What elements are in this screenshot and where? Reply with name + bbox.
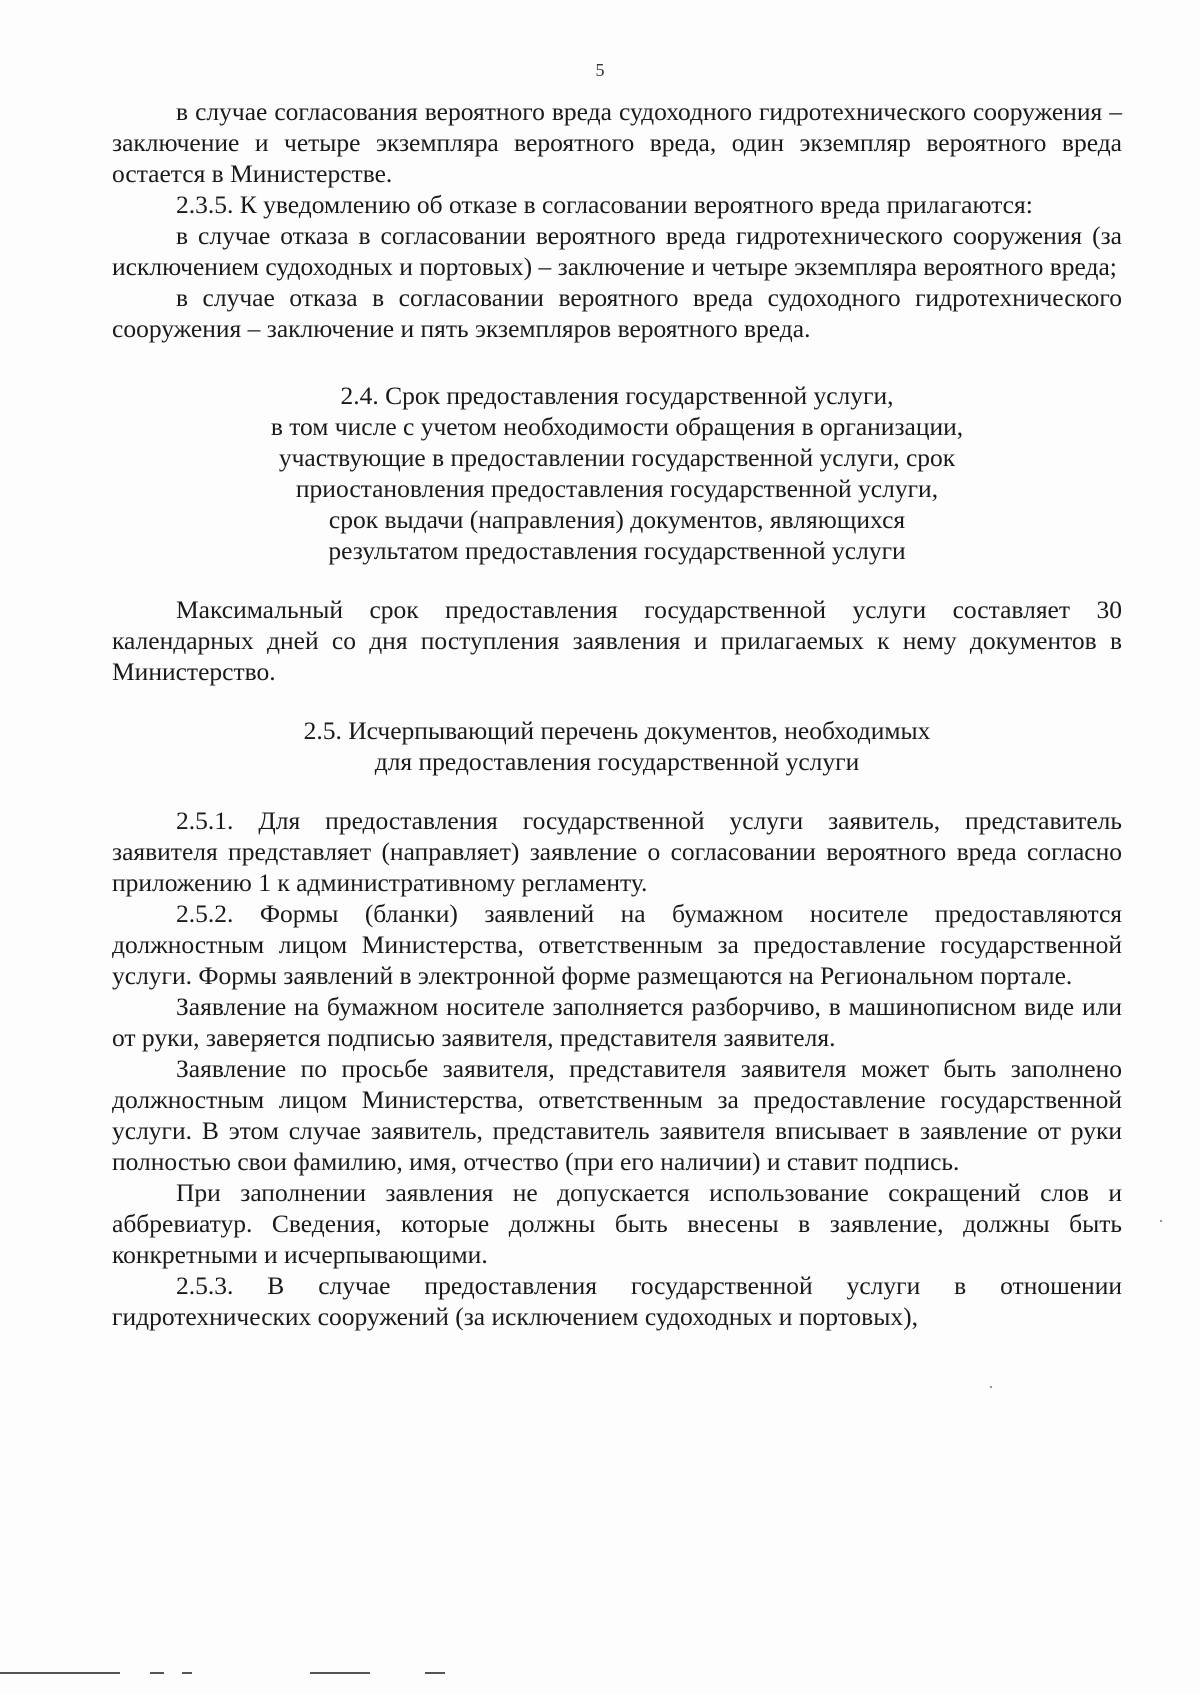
page-number: 5: [595, 60, 605, 80]
section-heading-2-4: [112, 380, 1122, 566]
paragraph-2-5-1: 2.5.1. Для предоставления государственной услуги заявитель, представитель заявителя представляет (направляет) заявление о согласовании вероятного вреда согласно приложению 1 к административному регламенту.: [112, 806, 1122, 897]
heading-line: в том числе с учетом необходимости обращения в организации,: [270, 412, 964, 441]
section-heading-2-5: [112, 715, 1122, 777]
scan-edge-marks: [0, 1670, 1200, 1676]
paragraph-refusal-hydro-structure: в случае отказа в согласовании вероятного вреда гидротехнического сооружения (за исключением судоходных и портовых) – заключение и четыре экземпляра вероятного вреда;: [112, 221, 1122, 281]
document-body: [112, 96, 1122, 1332]
paragraph-filled-by-official: Заявление по просьбе заявителя, представителя заявителя может быть заполнено должностным лицом Министерства, ответственным за предоставление государственной услуги. В этом случае заявитель, представитель заявителя вписывает в заявление от руки полностью свои фамилию, имя, отчество (при его наличии) и ставит подпись.: [112, 1054, 1122, 1176]
paragraph-2-5-2: 2.5.2. Формы (бланки) заявлений на бумажном носителе предоставляются должностным лицом Министерства, ответственным за предоставление государственной услуги. Формы заявлений в электронной форме размещаются на Региональном портале.: [112, 899, 1122, 990]
heading-line: участвующие в предоставлении государственной услуги, срок: [278, 443, 956, 472]
paragraph-approval-shipping-structure: в случае согласования вероятного вреда судоходного гидротехнического сооружения – заключение и четыре экземпляра вероятного вреда, один экземпляр вероятного вреда остается в Министерстве.: [112, 97, 1122, 188]
paragraph-max-term: Максимальный срок предоставления государственной услуги составляет 30 календарных дней со дня поступления заявления и прилагаемых к нему документов в Министерство.: [112, 595, 1122, 686]
paragraph-paper-application: Заявление на бумажном носителе заполняется разборчиво, в машинописном виде или от руки, заверяется подписью заявителя, представителя заявителя.: [112, 992, 1122, 1052]
paragraph-2-3-5: 2.3.5. К уведомлению об отказе в согласовании вероятного вреда прилагаются:: [176, 190, 1033, 219]
heading-line: срок выдачи (направления) документов, являющихся: [328, 505, 906, 534]
heading-line: результатом предоставления государственной услуги: [328, 536, 906, 565]
heading-line: приостановления предоставления государственной услуги,: [295, 474, 939, 503]
paragraph-2-5-3: 2.5.3. В случае предоставления государственной услуги в отношении гидротехнических сооружений (за исключением судоходных и портовых),: [112, 1271, 1122, 1331]
paragraph-no-abbreviations: При заполнении заявления не допускается использование сокращений слов и аббревиатур. Сведения, которые должны быть внесены в заявление, должны быть конкретными и исчерпывающими.: [112, 1178, 1122, 1269]
paragraph-refusal-shipping-structure: в случае отказа в согласовании вероятного вреда судоходного гидротехнического сооружения – заключение и пять экземпляров вероятного вреда.: [112, 283, 1122, 343]
scan-speck: [1160, 1220, 1162, 1222]
heading-line: 2.4. Срок предоставления государственной услуги,: [340, 381, 894, 410]
heading-line: 2.5. Исчерпывающий перечень документов, необходимых: [303, 716, 931, 745]
heading-line: для предоставления государственной услуги: [374, 747, 860, 776]
scan-speck: [990, 1386, 992, 1388]
